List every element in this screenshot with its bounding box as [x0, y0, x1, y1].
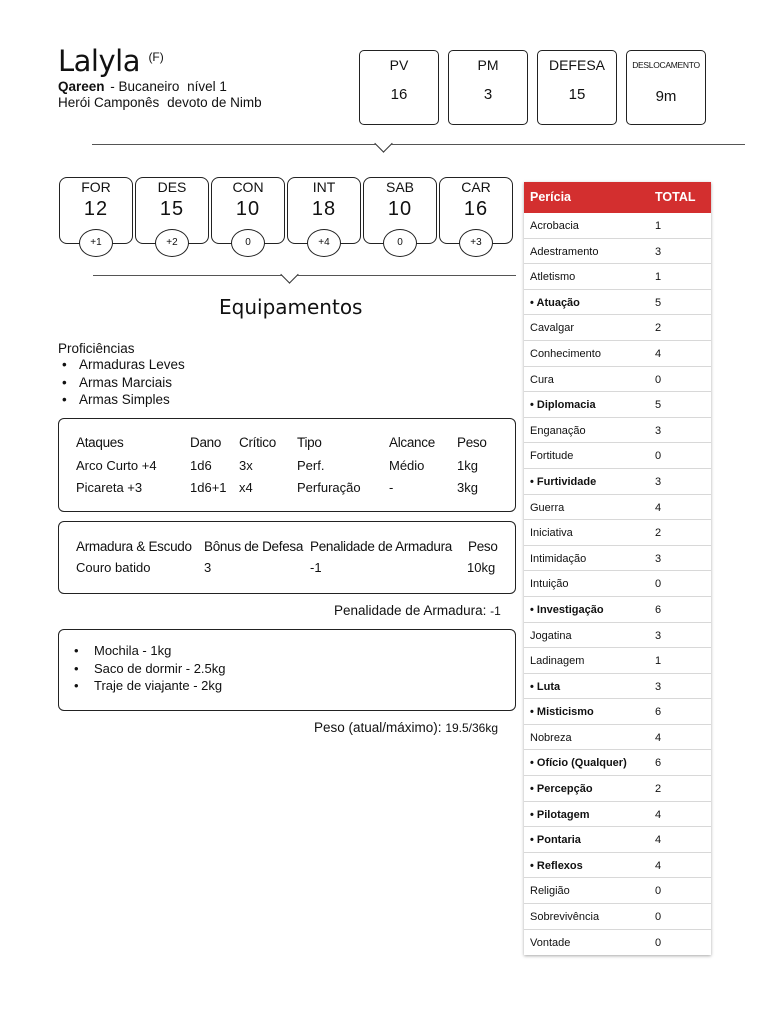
skill-name: Atletismo — [530, 271, 576, 284]
character-name-line — [58, 44, 262, 78]
skill-total: 4 — [655, 859, 662, 872]
attribute-modifier: +3 — [459, 229, 493, 257]
character-race: Qareen — [58, 79, 105, 94]
armor-penalty-summary — [334, 603, 501, 618]
table-row — [524, 597, 711, 623]
table-row — [524, 699, 711, 725]
skill-total: 1 — [655, 271, 662, 284]
armor-panel — [58, 521, 516, 594]
attack-range: Médio — [389, 458, 425, 473]
skill-total: 4 — [655, 501, 662, 514]
list-item: • Armaduras Leves — [62, 357, 185, 375]
skill-total: 2 — [655, 527, 662, 540]
list-item: • Mochila - 1kg — [74, 643, 226, 661]
table-row — [524, 802, 711, 828]
skills-header-name: Perícia — [530, 190, 572, 204]
skills-table-header — [524, 182, 711, 213]
skill-total: 5 — [655, 399, 662, 412]
attribute-label: FOR — [81, 179, 111, 195]
inventory-panel — [58, 629, 516, 711]
armor-header: Bônus de Defesa — [204, 539, 304, 554]
attribute-label: DES — [157, 179, 187, 195]
table-row — [524, 853, 711, 879]
table-row — [524, 392, 711, 418]
table-row — [524, 776, 711, 802]
skill-total: 3 — [655, 629, 662, 642]
skill-total: 0 — [655, 373, 662, 386]
table-row — [524, 418, 711, 444]
skill-name: Guerra — [530, 501, 565, 514]
table-row — [524, 827, 711, 853]
attribute-for — [59, 177, 133, 248]
stat-defesa — [537, 50, 617, 125]
attributes-divider-caret — [280, 265, 298, 283]
character-header — [58, 44, 262, 110]
attribute-value: 18 — [311, 198, 337, 220]
skill-total: 4 — [655, 347, 662, 360]
table-row — [524, 495, 711, 521]
stat-label: PV — [389, 57, 409, 73]
armor-defense-bonus: 3 — [204, 560, 212, 575]
skill-total: 3 — [655, 424, 662, 437]
list-item: • Armas Simples — [62, 392, 185, 410]
attacks-header: Crítico — [239, 435, 276, 450]
skill-total: 3 — [655, 552, 662, 565]
character-origin: Herói Camponês — [58, 95, 160, 110]
equipment-title: Equipamentos — [219, 295, 363, 319]
table-row — [524, 315, 711, 341]
skill-total: 0 — [655, 578, 662, 591]
armor-penalty-value: -1 — [490, 604, 501, 618]
character-gender: (F) — [148, 50, 164, 64]
table-row — [524, 341, 711, 367]
attack-name: Arco Curto +4 — [76, 458, 157, 473]
skill-name: Enganação — [530, 424, 586, 437]
table-row — [524, 469, 711, 495]
table-row — [524, 725, 711, 751]
character-level: nível 1 — [187, 79, 227, 94]
attribute-value: 15 — [159, 198, 185, 220]
table-row — [524, 750, 711, 776]
attack-weight: 1kg — [457, 458, 478, 473]
skill-total: 0 — [655, 450, 662, 463]
skill-name: Intuição — [530, 578, 569, 591]
skill-name: Ladinagem — [530, 655, 585, 668]
attack-range: - — [389, 480, 394, 495]
skill-total: 2 — [655, 322, 662, 335]
character-class: - Bucaneiro — [110, 79, 180, 94]
table-row — [524, 367, 711, 393]
skill-name: Cavalgar — [530, 322, 575, 335]
skills-header-total: TOTAL — [655, 190, 696, 204]
attack-weight: 3kg — [457, 480, 478, 495]
inventory-list — [74, 643, 226, 696]
armor-penalty: -1 — [310, 560, 322, 575]
stat-pm — [448, 50, 528, 125]
attribute-int — [287, 177, 361, 248]
table-row — [524, 930, 711, 956]
attribute-sab — [363, 177, 437, 248]
table-row — [524, 290, 711, 316]
skill-name: Nobreza — [530, 731, 572, 744]
table-row — [524, 571, 711, 597]
table-row — [524, 264, 711, 290]
skill-name: • Furtividade — [530, 475, 597, 488]
list-item: • Armas Marciais — [62, 375, 185, 393]
skill-total: 5 — [655, 296, 662, 309]
proficiencies-title: Proficiências — [58, 341, 135, 356]
skill-name: • Atuação — [530, 296, 580, 309]
stat-label: PM — [477, 57, 499, 73]
skill-total: 1 — [655, 655, 662, 668]
attack-name: Picareta +3 — [76, 480, 143, 495]
skill-total: 1 — [655, 220, 662, 232]
skill-total: 4 — [655, 834, 662, 847]
skill-name: • Luta — [530, 680, 561, 693]
table-row — [524, 904, 711, 930]
skill-total: 6 — [655, 603, 662, 616]
skill-name: • Investigação — [530, 603, 604, 616]
attribute-label: CON — [232, 179, 264, 195]
skill-total: 0 — [655, 936, 662, 949]
character-name: Lalyla — [58, 44, 140, 78]
attacks-header: Dano — [190, 435, 222, 450]
attack-damage: 1d6 — [190, 458, 212, 473]
stat-value: 3 — [483, 86, 493, 103]
skills-rows — [524, 213, 711, 955]
stat-value: 15 — [568, 86, 586, 103]
stat-pv — [359, 50, 439, 125]
table-row — [524, 443, 711, 469]
armor-header: Peso — [468, 539, 498, 554]
attack-type: Perf. — [297, 458, 325, 473]
list-item: • Traje de viajante - 2kg — [74, 678, 226, 696]
skill-name: Vontade — [530, 936, 571, 949]
weight-value: 19.5/36kg — [445, 721, 499, 735]
skill-name: • Ofício (Qualquer) — [530, 757, 627, 770]
attribute-car — [439, 177, 513, 248]
attack-critical: x4 — [239, 480, 253, 495]
table-row — [524, 520, 711, 546]
armor-header: Penalidade de Armadura — [310, 539, 453, 554]
attribute-des — [135, 177, 209, 248]
character-race-class — [58, 79, 262, 94]
skill-total: 3 — [655, 245, 662, 258]
skill-name: Intimidação — [530, 552, 587, 565]
skill-name: • Pontaria — [530, 834, 581, 847]
skill-name: Cura — [530, 373, 554, 386]
skill-total: 6 — [655, 757, 662, 770]
skill-name: • Diplomacia — [530, 399, 596, 412]
skill-name: • Percepção — [530, 783, 593, 796]
character-deity: devoto de Nimb — [167, 95, 262, 110]
skill-total: 4 — [655, 808, 662, 821]
armor-name: Couro batido — [76, 560, 151, 575]
attribute-value: 10 — [235, 198, 261, 220]
attributes-divider — [93, 275, 516, 276]
proficiencies-list — [62, 357, 185, 410]
attack-critical: 3x — [239, 458, 253, 473]
attacks-panel — [58, 418, 516, 512]
skill-total: 3 — [655, 680, 662, 693]
skill-name: • Pilotagem — [530, 808, 590, 821]
armor-header: Armadura & Escudo — [76, 539, 192, 554]
stat-label: DESLOCAMENTO — [632, 60, 700, 70]
skill-total: 2 — [655, 783, 662, 796]
skill-name: Acrobacia — [530, 220, 579, 232]
attribute-modifier: 0 — [231, 229, 265, 257]
skill-name: Fortitude — [530, 450, 574, 463]
weight-label: Peso (atual/máximo): — [314, 720, 442, 735]
attribute-label: SAB — [385, 179, 414, 195]
stat-value: 9m — [655, 88, 677, 105]
attribute-modifier: 0 — [383, 229, 417, 257]
armor-weight: 10kg — [467, 560, 496, 575]
skill-name: • Reflexos — [530, 859, 583, 872]
attribute-label: CAR — [461, 179, 491, 195]
attacks-header: Alcance — [389, 435, 435, 450]
header-divider — [92, 144, 745, 145]
skill-name: • Misticismo — [530, 706, 594, 719]
skill-name: Adestramento — [530, 245, 599, 258]
table-row — [524, 213, 711, 239]
weight-summary — [314, 720, 498, 735]
attacks-header: Peso — [457, 435, 487, 450]
stat-label: DEFESA — [548, 57, 605, 73]
list-item: • Saco de dormir - 2.5kg — [74, 661, 226, 679]
attribute-value: 16 — [463, 198, 489, 220]
skill-name: Sobrevivência — [530, 911, 600, 924]
character-origin-deity — [58, 95, 262, 110]
table-row — [524, 623, 711, 649]
skill-name: Iniciativa — [530, 527, 573, 540]
attribute-value: 12 — [83, 198, 109, 220]
attack-type: Perfuração — [297, 480, 361, 495]
skill-total: 0 — [655, 885, 662, 898]
skills-table — [524, 182, 711, 955]
skill-total: 6 — [655, 706, 662, 719]
skill-name: Jogatina — [530, 629, 572, 642]
attribute-modifier: +4 — [307, 229, 341, 257]
attribute-value: 10 — [387, 198, 413, 220]
attack-damage: 1d6+1 — [190, 480, 227, 495]
attribute-label: INT — [312, 179, 336, 195]
stat-deslocamento — [626, 50, 706, 125]
skill-name: Religião — [530, 885, 570, 898]
table-row — [524, 648, 711, 674]
skill-total: 3 — [655, 475, 662, 488]
table-row — [524, 674, 711, 700]
skill-total: 0 — [655, 911, 662, 924]
attacks-header: Tipo — [297, 435, 322, 450]
table-row — [524, 878, 711, 904]
attribute-modifier: +1 — [79, 229, 113, 257]
attribute-con — [211, 177, 285, 248]
stat-value: 16 — [390, 86, 408, 103]
skill-name: Conhecimento — [530, 347, 601, 360]
skill-total: 4 — [655, 731, 662, 744]
attacks-header: Ataques — [76, 435, 124, 450]
table-row — [524, 239, 711, 265]
table-row — [524, 546, 711, 572]
header-divider-caret — [374, 134, 392, 152]
armor-penalty-label: Penalidade de Armadura: — [334, 603, 487, 618]
attribute-modifier: +2 — [155, 229, 189, 257]
